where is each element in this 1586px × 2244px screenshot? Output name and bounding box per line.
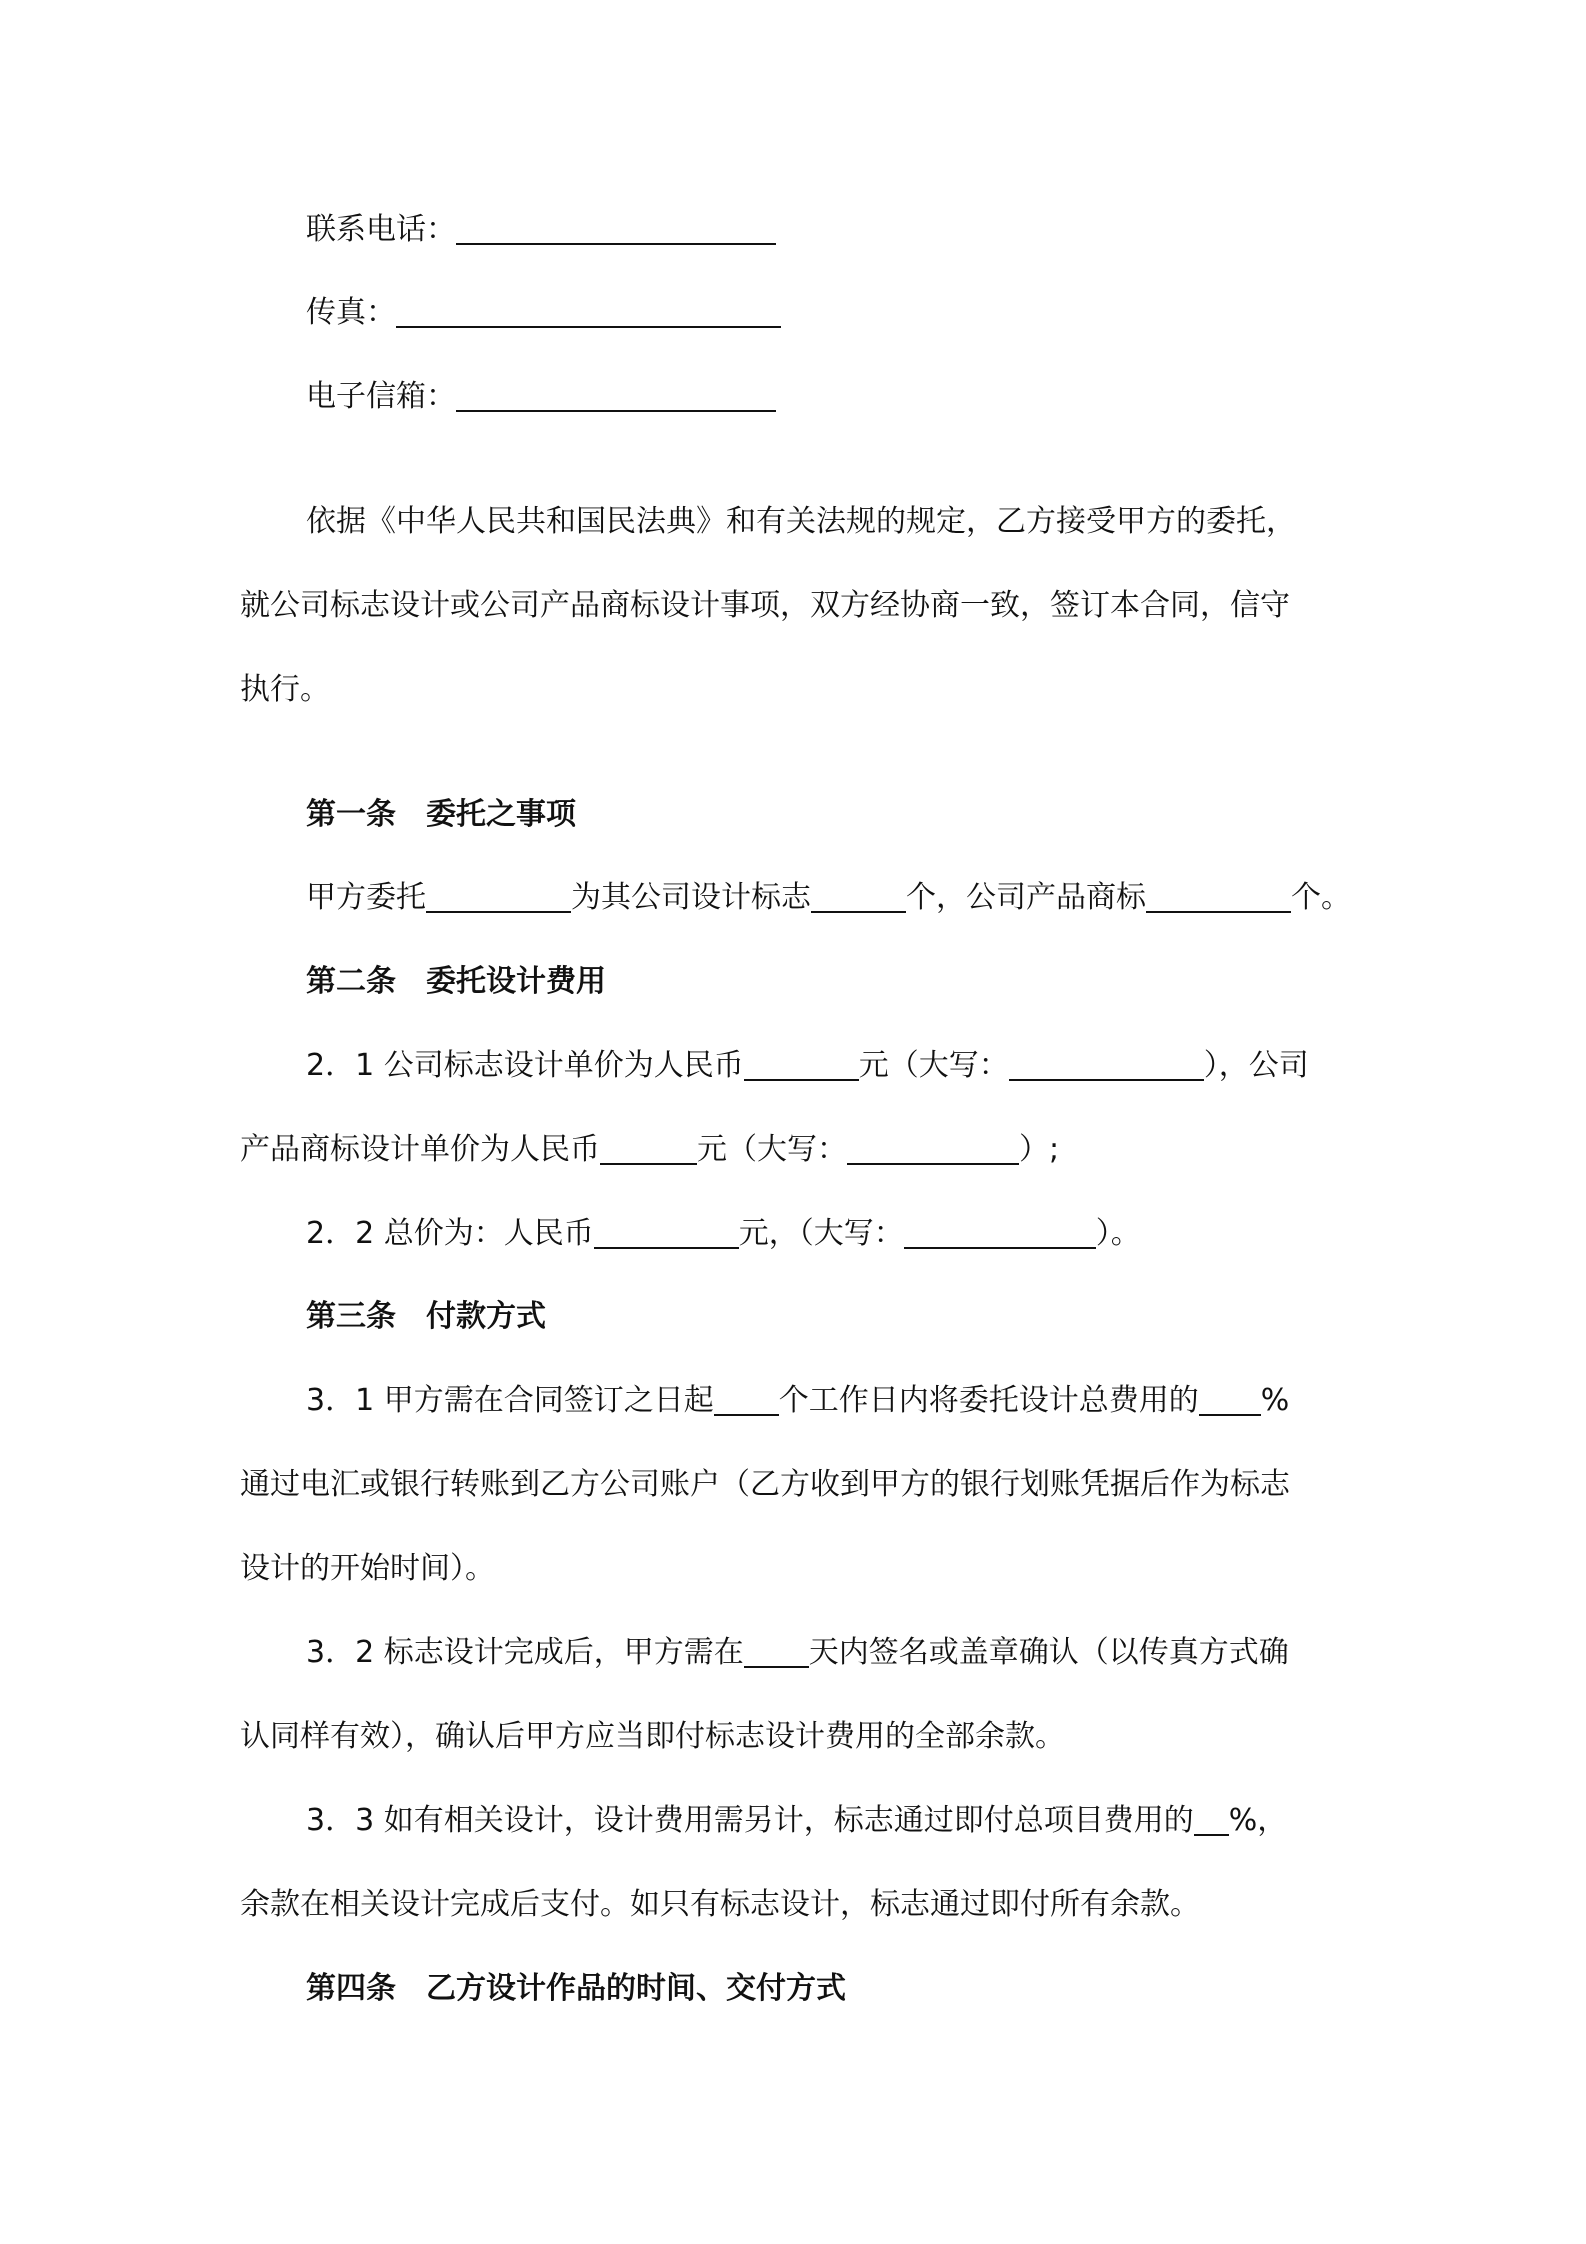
article-1-number: 第一条 bbox=[306, 797, 396, 832]
article-4-title: 乙方设计作品的时间、交付方式 bbox=[426, 1971, 846, 2006]
phone-label: 联系电话： bbox=[306, 212, 456, 247]
clause-2-1-line-1 bbox=[240, 1046, 1360, 1086]
clause-3-1-line-2: 通过电汇或银行转账到乙方公司账户（乙方收到甲方的银行划账凭据后作为标志 bbox=[240, 1467, 1290, 1502]
clause-text: % bbox=[1260, 1383, 1290, 1418]
article-3-number: 第三条 bbox=[306, 1299, 396, 1334]
article-2-heading bbox=[240, 962, 1360, 1002]
confirm-days-blank bbox=[744, 1636, 809, 1668]
email-label: 电子信箱： bbox=[306, 379, 456, 414]
fax-label: 传真： bbox=[306, 295, 396, 330]
clause-3-2-line-1 bbox=[240, 1633, 1360, 1673]
clause-text: ）。 bbox=[1095, 1216, 1141, 1251]
clause-3-3-line-2: 余款在相关设计完成后支付。如只有标志设计，标志通过即付所有余款。 bbox=[240, 1887, 1200, 1922]
email-blank bbox=[456, 380, 776, 412]
total-price-blank bbox=[594, 1217, 739, 1249]
clause-2-2 bbox=[240, 1214, 1360, 1254]
clause-3-1-line-3: 设计的开始时间）。 bbox=[240, 1551, 495, 1586]
clause-text: 元（大写： bbox=[697, 1132, 847, 1167]
clause-text: 天内签名或盖章确认（以传真方式确 bbox=[808, 1635, 1289, 1670]
fax-row bbox=[240, 293, 1360, 333]
article-3-title: 付款方式 bbox=[426, 1299, 546, 1334]
clause-text: %， bbox=[1228, 1803, 1288, 1838]
logo-price-blank bbox=[744, 1049, 859, 1081]
clause-text: 个。 bbox=[1291, 880, 1351, 915]
clause-text: 为其公司设计标志 bbox=[571, 880, 811, 915]
workdays-blank bbox=[714, 1384, 779, 1416]
logo-price-words-blank bbox=[1009, 1049, 1204, 1081]
clause-text: 元，（大写： bbox=[738, 1216, 904, 1251]
project-percent-blank bbox=[1194, 1804, 1229, 1836]
trademark-price-blank bbox=[600, 1133, 697, 1165]
fax-blank bbox=[396, 296, 781, 328]
clause-text: 个，公司产品商标 bbox=[906, 880, 1146, 915]
article-2-title: 委托设计费用 bbox=[426, 964, 606, 999]
clause-3-1-line-1 bbox=[240, 1381, 1360, 1421]
clause-3-3-line-1 bbox=[240, 1801, 1360, 1841]
article-1-title: 委托之事项 bbox=[426, 797, 576, 832]
clause-text: 3．1 甲方需在合同签订之日起 bbox=[306, 1383, 714, 1418]
clause-text: 元（大写： bbox=[858, 1048, 1009, 1083]
logo-count-blank bbox=[811, 881, 906, 913]
clause-text: 2．1 公司标志设计单价为人民币 bbox=[306, 1048, 744, 1083]
entrusted-party-blank bbox=[426, 881, 571, 913]
clause-text: ）; bbox=[1019, 1132, 1060, 1167]
article-4-heading bbox=[240, 1969, 1360, 2009]
prepay-percent-blank bbox=[1199, 1384, 1261, 1416]
trademark-count-blank bbox=[1146, 881, 1291, 913]
phone-blank bbox=[456, 213, 776, 245]
clause-text: 3．2 标志设计完成后，甲方需在 bbox=[306, 1635, 744, 1670]
article-3-heading bbox=[240, 1297, 1360, 1337]
article-4-number: 第四条 bbox=[306, 1971, 396, 2006]
clause-text: 3．3 如有相关设计，设计费用需另计，标志通过即付总项目费用的 bbox=[306, 1803, 1194, 1838]
phone-row bbox=[240, 210, 1360, 250]
trademark-price-words-blank bbox=[847, 1133, 1019, 1165]
email-row bbox=[240, 377, 1360, 417]
preamble-line-1: 依据《中华人民共和国民法典》和有关法规的规定，乙方接受甲方的委托， bbox=[306, 504, 1296, 539]
clause-text: ），公司 bbox=[1203, 1048, 1309, 1083]
clause-text: 甲方委托 bbox=[306, 880, 426, 915]
clause-3-2-line-2: 认同样有效），确认后甲方应当即付标志设计费用的全部余款。 bbox=[240, 1719, 1065, 1754]
article-1-clause bbox=[240, 878, 1360, 918]
clause-text: 个工作日内将委托设计总费用的 bbox=[778, 1383, 1199, 1418]
article-1-heading bbox=[240, 795, 1360, 835]
article-2-number: 第二条 bbox=[306, 964, 396, 999]
clause-2-1-line-2 bbox=[240, 1130, 1360, 1170]
clause-text: 产品商标设计单价为人民币 bbox=[240, 1132, 600, 1167]
total-price-words-blank bbox=[904, 1217, 1096, 1249]
preamble-line-3: 执行。 bbox=[240, 672, 330, 707]
preamble-line-2: 就公司标志设计或公司产品商标设计事项，双方经协商一致，签订本合同，信守 bbox=[240, 588, 1290, 623]
clause-text: 2．2 总价为：人民币 bbox=[306, 1216, 594, 1251]
